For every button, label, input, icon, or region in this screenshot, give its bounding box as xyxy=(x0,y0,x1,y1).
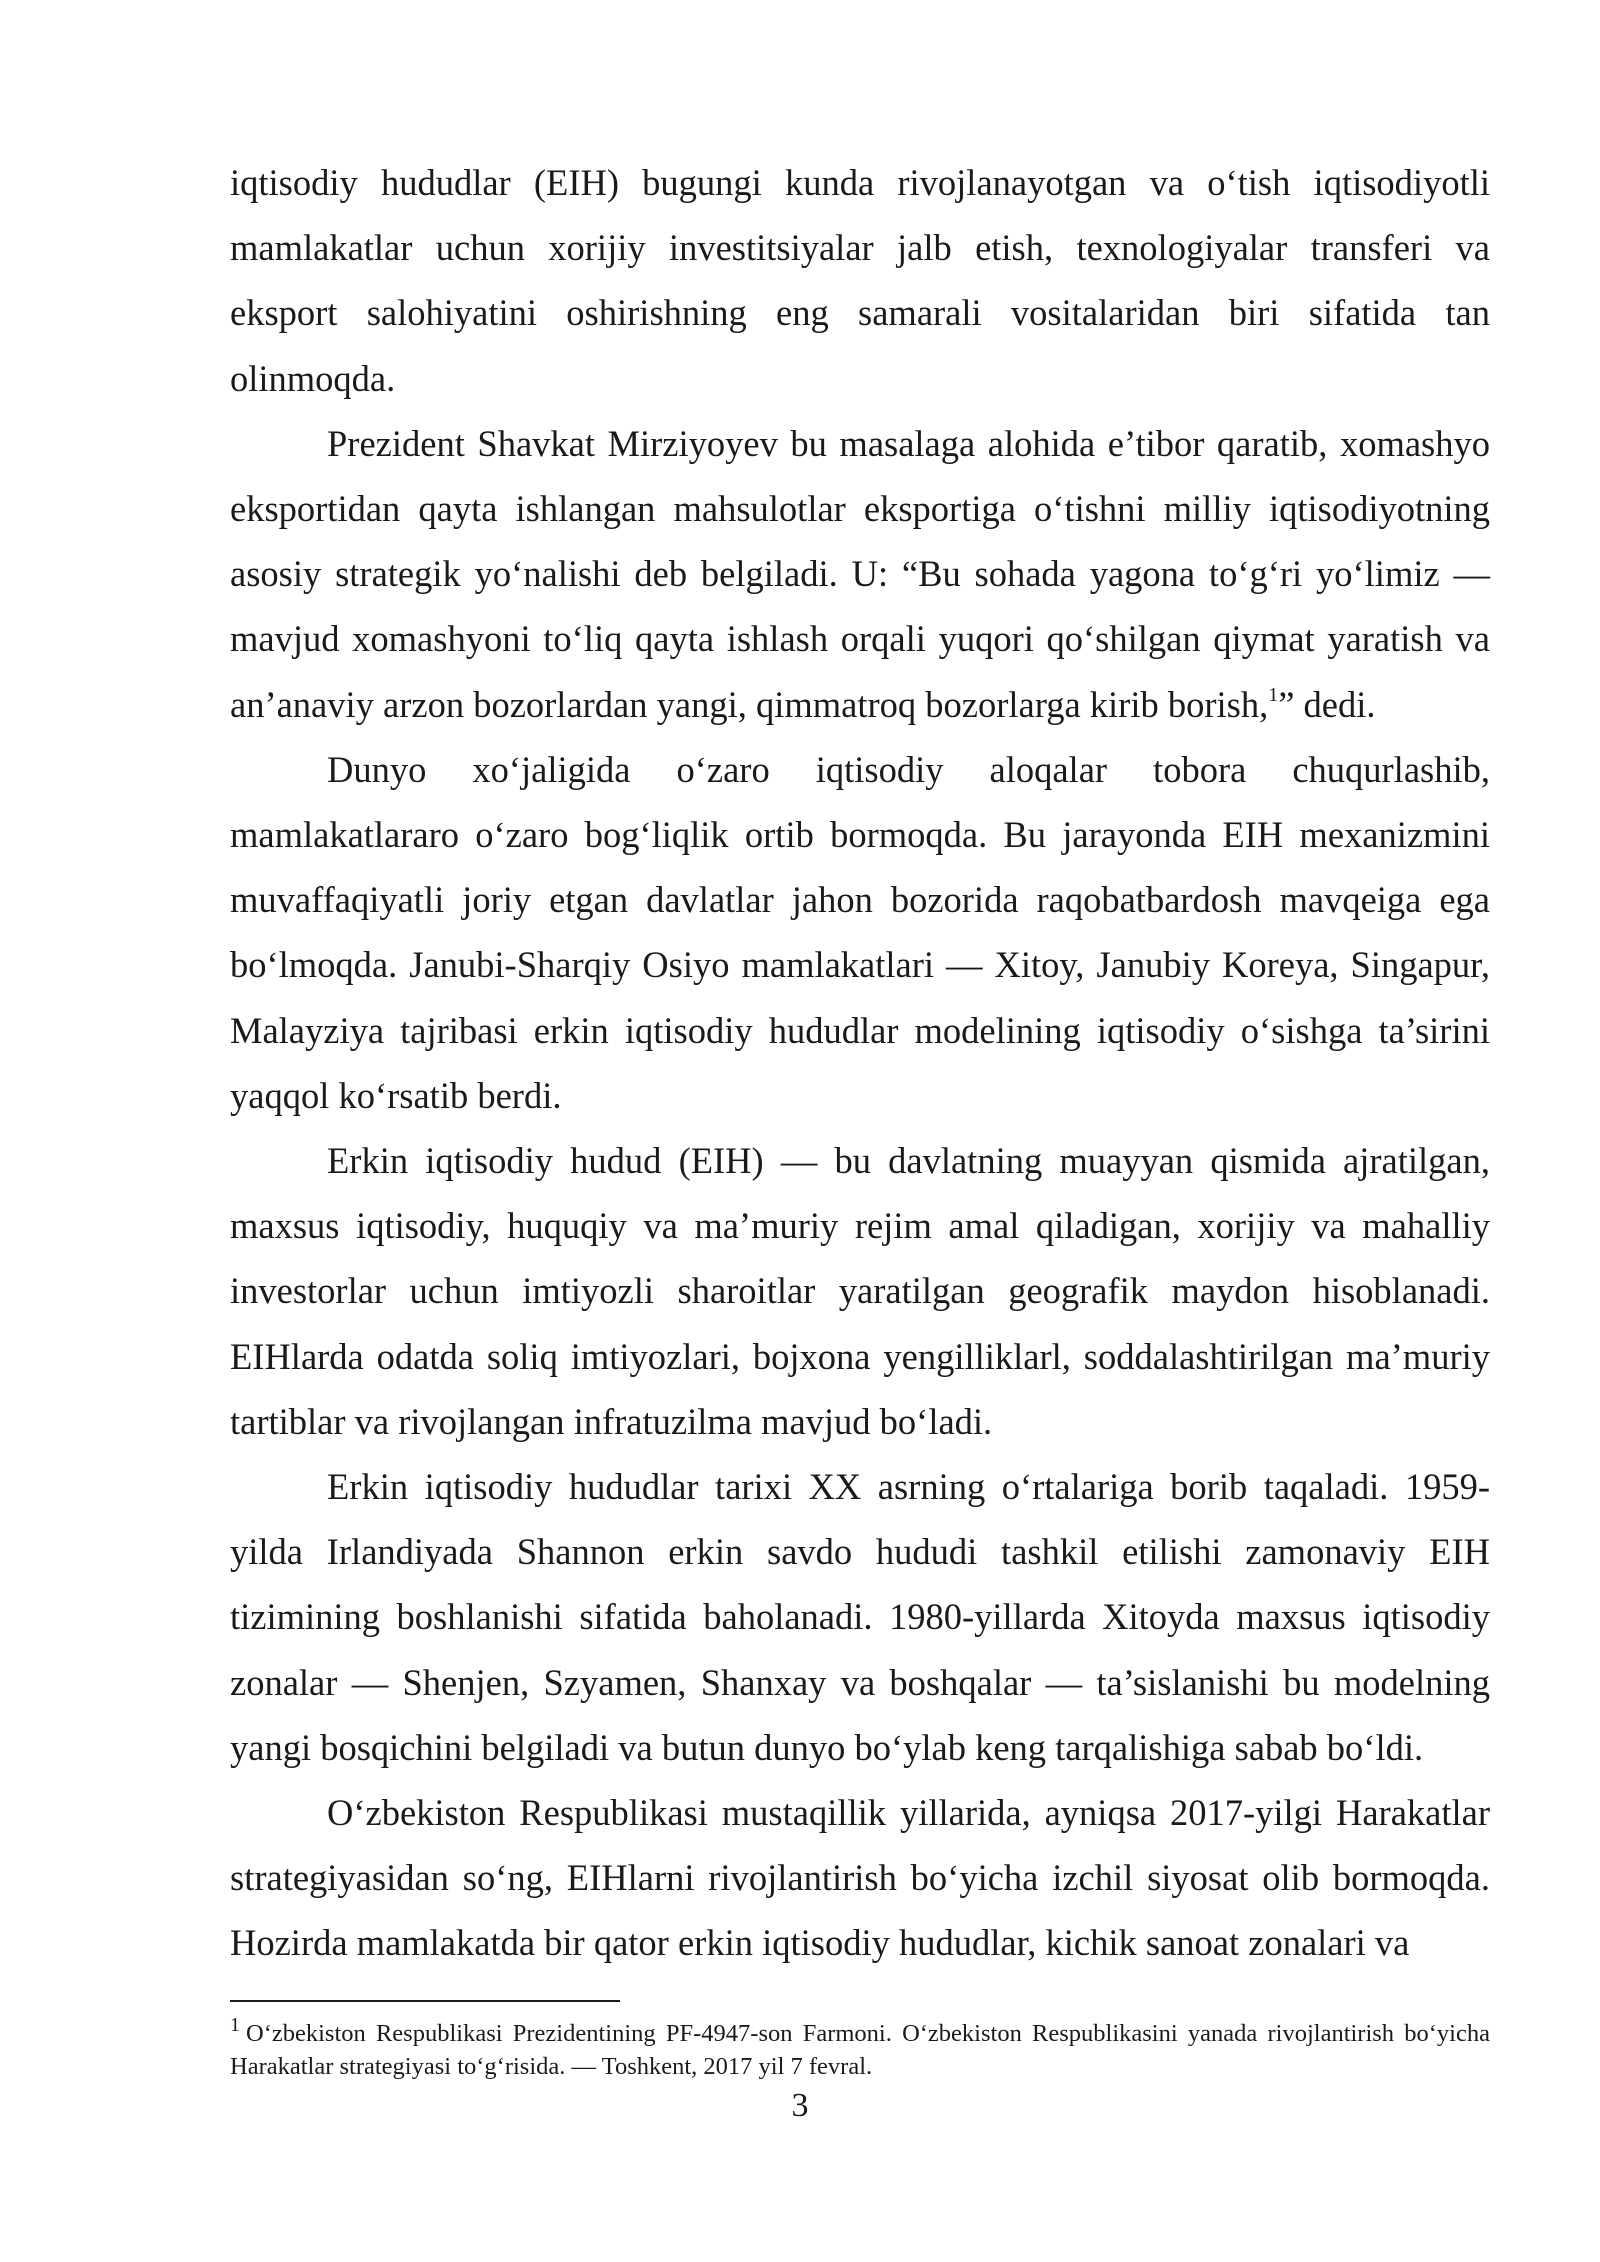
paragraph-continuation: iqtisodiy hududlar (EIH) bugungi kunda rivojlanayotgan va o‘tish iqtisodiyotli mamlakatlar uchun xorijiy investitsiyalar jalb etish, texnologiyalar transferi va eksport salohiyatini oshirishning eng samarali vositalaridan biri sifatida tan olinmoqda. xyxy=(230,162,1490,399)
footnote-text: O‘zbekiston Respublikasi Prezidentining PF-4947-son Farmoni. O‘zbekiston Respublikasini yanada rivojlantirish bo‘yicha Harakatlar strategiyasi to‘g‘risida. — Toshkent, 2017 yil 7 fevral. xyxy=(230,2020,1490,2080)
paragraph-eih-history: Erkin iqtisodiy hududlar tarixi XX asrning o‘rtalariga borib taqaladi. 1959-yilda Irlandiyada Shannon erkin savdo hududi tashkil etilishi zamonaviy EIH tizimining boshlanishi sifatida baholanadi. 1980-yillarda Xitoyda maxsus iqtisodiy zonalar — Shenjen, Szyamen, Shanxay va boshqalar — ta’sislanishi bu modelning yangi bosqichini belgiladi va butun dunyo bo‘ylab keng tarqalishiga sabab bo‘ldi. xyxy=(230,1466,1490,1768)
paragraph-world-economy: Dunyo xo‘jaligida o‘zaro iqtisodiy aloqalar tobora chuqurlashib, mamlakatlararo o‘zaro bog‘liqlik ortib bormoqda. Bu jarayonda EIH mexanizmini muvaffaqiyatli joriy etgan davlatlar jahon bozorida raqobatbardosh mavqeiga ega bo‘lmoqda. Janubi-Sharqiy Osiyo mamlakatlari — Xitoy, Janubiy Koreya, Singapur, Malayziya tajribasi erkin iqtisodiy hududlar modelining iqtisodiy o‘sishga ta’sirini yaqqol ko‘rsatib berdi. xyxy=(230,748,1490,1116)
page-number: 3 xyxy=(791,2087,809,2124)
footnote-divider xyxy=(230,2000,620,2002)
paragraph-eih-definition: Erkin iqtisodiy hudud (EIH) — bu davlatning muayyan qismida ajratilgan, maxsus iqtisodiy, huquqiy va ma’muriy rejim amal qiladigan, xorijiy va mahalliy investorlar uchun imtiyozli sharoitlar yaratilgan geografik maydon hisoblanadi. EIHlarda odatda soliq imtiyozlari, bojxona yengilliklarl, soddalashtirilgan ma’muriy tartiblar va rivojlangan infratuzilma mavjud bo‘ladi. xyxy=(230,1140,1490,1442)
footnote xyxy=(230,2014,1490,2083)
paragraph-president-quote xyxy=(230,411,1490,737)
footnote-reference: 1 xyxy=(1268,684,1279,707)
paragraph-president-quote-text: Prezident Shavkat Mirziyoyev bu masalaga alohida e’tibor qaratib, xomashyo eksportidan qayta ishlangan mahsulotlar eksportiga o‘tishni milliy iqtisodiyotning asosiy strategik yo‘nalishi deb belgiladi. U: “Bu sohada yagona to‘g‘ri yo‘limiz — mavjud xomashyoni to‘liq qayta ishlash orqali yuqori qo‘shilgan qiymat yaratish va an’anaviy arzon bozorlardan yangi, qimmatroq bozorlarga kirib borish, xyxy=(230,422,1490,725)
body-text xyxy=(230,150,1490,1976)
paragraph-uzbekistan: O‘zbekiston Respublikasi mustaqillik yillarida, ayniqsa 2017-yilgi Harakatlar strategiyasidan so‘ng, EIHlarni rivojlantirish bo‘yicha izchil siyosat olib bormoqda. Hozirda mamlakatda bir qator erkin iqtisodiy hududlar, kichik sanoat zonalari va xyxy=(230,1792,1490,1964)
footnote-number: 1 xyxy=(230,2014,240,2036)
paragraph-president-quote-end: ” dedi. xyxy=(1278,683,1376,725)
